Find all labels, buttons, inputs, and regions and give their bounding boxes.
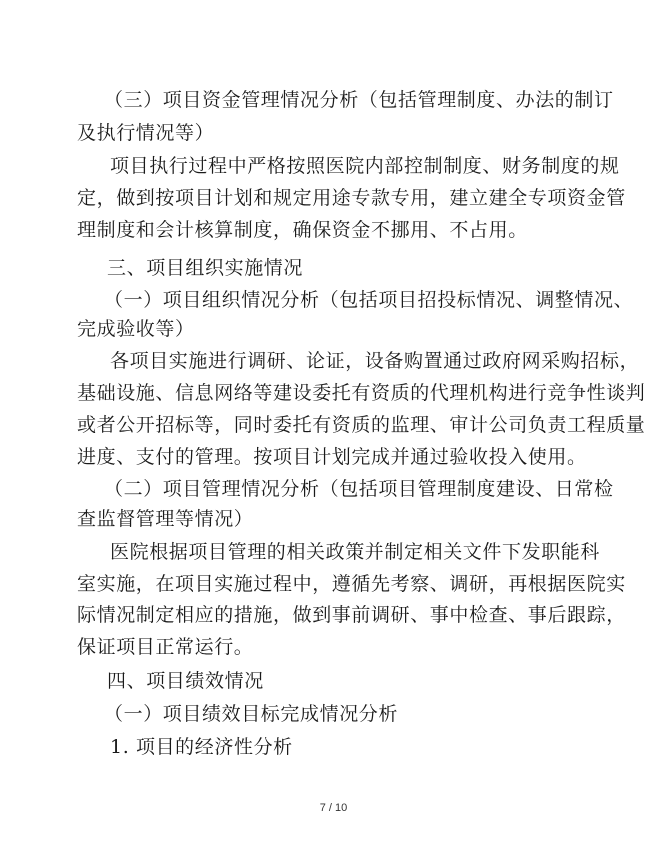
page-number: 7 / 10 (319, 802, 348, 814)
document-page: （三）项目资金管理情况分析（包括管理制度、办法的制订 及执行情况等） 项目执行过程中严格按照医院内部控制制度、财务制度的规 定，做到按项目计划和规定用途专款专用，建立建全专项资金管 理制度和会计核算制度，确保资金不挪用、不占用。 三、项目组织实施情况 （一）项目组织情况分析（包括项目招投标情况、调整情况、 完成验收等） 各项目实施进行调研、论证，设备购置通过政府网采购招标， 基础设施、信息网络等建设委托有资质的代理机构进行竞争性谈判 或者公开招标等，同时委托有资质的监理、审计公司负责工程质量 进度、支付的管理。按项目计划完成并通过验收投入使用。 （二）项目管理情况分析（包括项目管理制度建设、日常检 查监督管理等情况） 医院根据项目管理的相关政策并制定相关文件下发职能科 室实施，在项目实施过程中，遵循先考察、调研，再根据医院实 际情况制定相应的措施，做到事前调研、事中检查、事后跟踪， 保证项目正常运行。 四、项目绩效情况 （一）项目绩效目标完成情况分析 1. 项目的经济性分析 7 / 10 (0, 0, 667, 851)
